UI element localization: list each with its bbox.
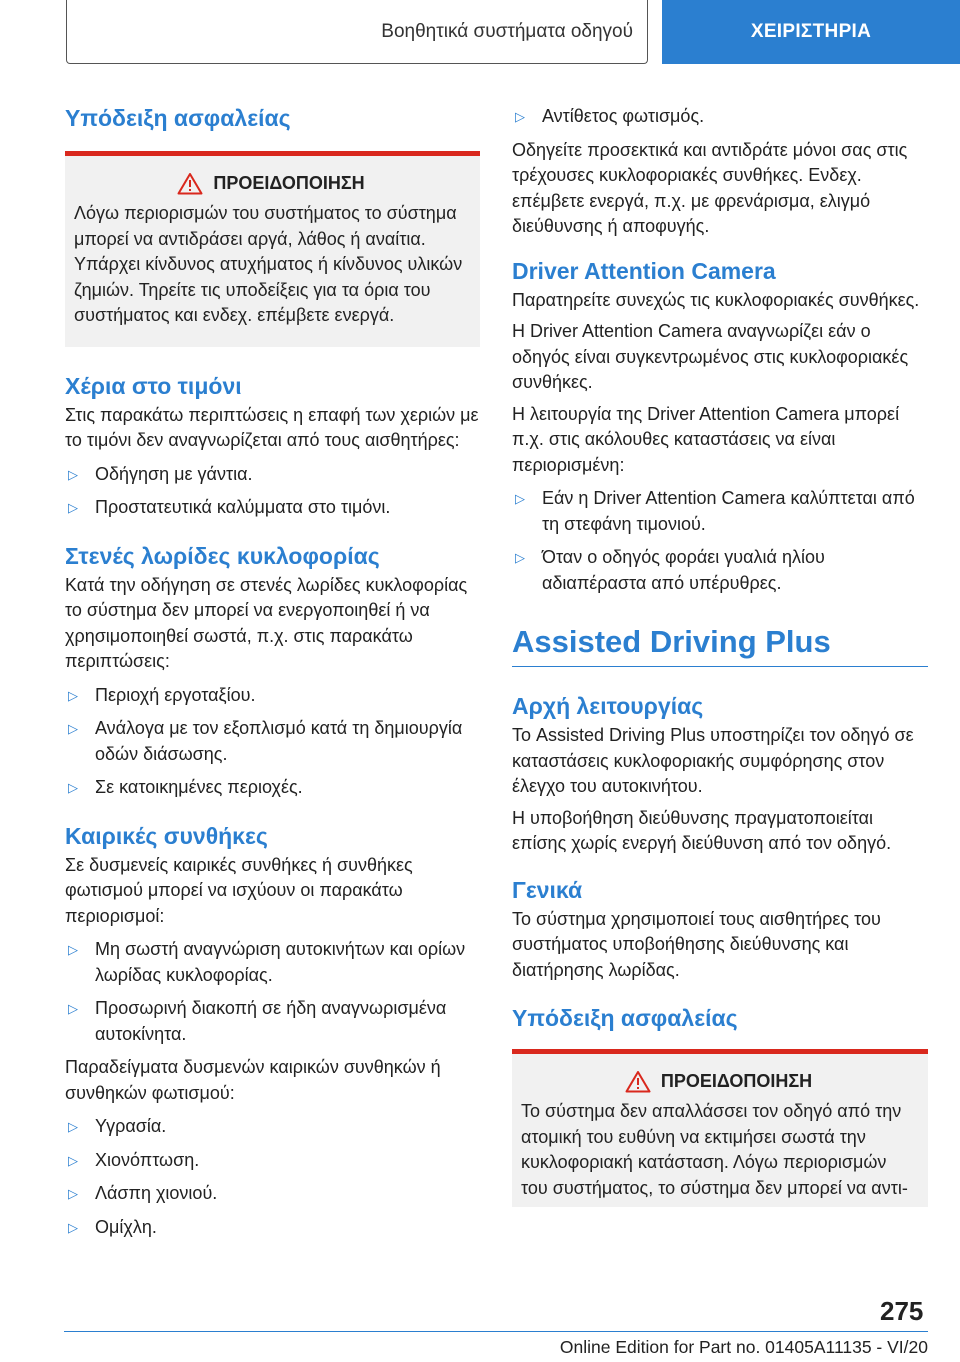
triangle-bullet-icon: ▷ [515, 491, 525, 506]
triangle-bullet-icon: ▷ [515, 109, 525, 124]
warning-box-right [512, 1049, 928, 1207]
general-text: Το σύστημα χρησιμοποιεί τους αισθητήρες του συστήματος υποβοήθησης διεύθυνσης και διατήρησης λωρίδας. [512, 908, 881, 980]
weather-text: Σε δυσμενείς καιρικές συνθήκες ή συνθήκες φωτισμού μπορεί να ισχύουν οι παρακάτω περιορισμοί: [65, 854, 413, 926]
general-heading: Γενικά [512, 876, 583, 903]
list-item: ▷ Υγρασία. [65, 1114, 480, 1140]
triangle-bullet-icon: ▷ [68, 1219, 78, 1235]
right-column [512, 96, 928, 1207]
triangle-bullet-icon: ▷ [68, 780, 78, 795]
warning-triangle-icon [177, 172, 203, 195]
hands-text: Στις παρακάτω περιπτώσεις η επαφή των χεριών με το τιμόνι δεν αναγνωρίζεται από τους αισθητήρες: [65, 404, 479, 450]
triangle-bullet-icon: ▷ [68, 500, 78, 515]
edition-text: Online Edition for Part no. 01405A11135 - VI/20 [559, 1337, 928, 1357]
heading-rule [512, 666, 928, 667]
page-number: 275 [880, 1296, 924, 1326]
list-item: ▷ Σε κατοικημένες περιοχές. [65, 775, 480, 801]
list-item: ▷ Αντίθετος φωτισμός. [512, 104, 928, 130]
principle-text-2: Η υποβοήθηση διεύθυνσης πραγματοποιείται επίσης χωρίς ενεργή διεύθυνση από τον οδηγό. [512, 807, 892, 853]
warning-text: Το σύστημα δεν απαλλάσσει τον οδηγό από την ατομική του ευθύνη να εκτιμήσει σωστά την κυκλοφοριακή κατάσταση. Λόγω περιορισμών του συστήματος, το σύστημα δεν μπορεί να αντι- [521, 1101, 908, 1198]
principle-heading: Αρχή λειτουργίας [512, 693, 704, 719]
hands-heading: Χέρια στο τιμόνι [65, 372, 242, 399]
camera-text-2: Η Driver Attention Camera αναγνωρίζει εάν ο οδηγός είναι συγκεντρωμένος στις κυκλοφοριακές συνθήκες. [512, 321, 909, 392]
warning-text: Λόγω περιορισμών του συστήματος το σύστημα μπορεί να αντιδράσει αργά, λάθος ή αναίτια. Υπάρχει κίνδυνος ατυχήματος ή κίνδυνος υλικών ζημιών. Τηρείτε τις υποδείξεις για τα όρια του συστήματος και ενδεχ. επέμβετε ενεργά. [74, 203, 463, 325]
list-item: ▷ Μη σωστή αναγνώριση αυτοκινήτων και ορίων λωρίδας κυκλοφορίας. [65, 937, 480, 988]
weather-list [65, 937, 480, 1047]
camera-heading: Driver Attention Camera [512, 257, 776, 284]
list-item: ▷ Όταν ο οδηγός φοράει γυαλιά ηλίου αδιαπέραστα από υπέρυθρες. [512, 545, 928, 596]
section-title: Βοηθητικά συστήματα οδηγού [381, 20, 633, 42]
list-item: ▷ Ανάλογα με τον εξοπλισμό κατά τη δημιουργία οδών διάσωσης. [65, 716, 480, 767]
warning-label: ΠΡΟΕΙΔΟΠΟΙΗΣΗ [213, 173, 365, 193]
warning-label: ΠΡΟΕΙΔΟΠΟΙΗΣΗ [660, 1071, 813, 1091]
warning-box-left [65, 151, 480, 347]
triangle-bullet-icon: ▷ [515, 550, 525, 565]
lanes-text: Κατά την οδήγηση σε στενές λωρίδες κυκλοφορίας το σύστημα δεν μπορεί να ενεργοποιηθεί ή να χρησιμοποιηθεί σωστά, π.χ. στις παρακάτω περιπτώσεις: [65, 574, 468, 671]
warning-triangle-icon [625, 1070, 651, 1093]
examples-text: Παραδείγματα δυσμενών καιρικών συνθηκών ή συνθηκών φωτισμού: [65, 1057, 441, 1103]
drive-carefully-text: Οδηγείτε προσεκτικά και αντιδράτε μόνοι σας στις τρέχουσες κυκλοφοριακές συνθήκες. Ενδεχ. επέμβετε ενεργά, π.χ. με φρενάρισμα, ελιγμό διεύθυνσης ή αποφυγής. [512, 139, 908, 236]
list-item: ▷ Περιοχή εργοταξίου. [65, 683, 480, 709]
triangle-bullet-icon: ▷ [68, 1119, 78, 1134]
triangle-bullet-icon: ▷ [68, 1186, 78, 1201]
examples-list [65, 1114, 480, 1240]
list-item: ▷ Λάσπη χιονιού. [65, 1181, 480, 1207]
triangle-bullet-icon: ▷ [68, 721, 78, 736]
safety-heading-left: Υπόδειξη ασφαλείας [65, 105, 291, 131]
principle-text-1: Το Assisted Driving Plus υποστηρίζει τον οδηγό σε καταστάσεις κυκλοφοριακής συμφόρησης στον έλεγχο του αυτοκινήτου. [512, 725, 914, 796]
camera-list [512, 486, 928, 596]
hands-list [65, 462, 480, 521]
lanes-list [65, 683, 480, 801]
camera-text-1: Παρατηρείτε συνεχώς τις κυκλοφοριακές συνθήκες. [512, 289, 920, 310]
list-item: ▷ Ομίχλη. [65, 1215, 480, 1241]
triangle-bullet-icon: ▷ [68, 942, 78, 957]
safety-heading-right: Υπόδειξη ασφαλείας [512, 1005, 738, 1031]
left-column [65, 96, 480, 1240]
list-item: ▷ Χιονόπτωση. [65, 1148, 480, 1174]
chapter-tab [662, 0, 960, 64]
section-header [66, 0, 648, 64]
adp-heading: Assisted Driving Plus [512, 624, 831, 659]
chapter-title: ΧΕΙΡΙΣΤΗΡΙΑ [750, 21, 872, 42]
list-item: ▷ Προστατευτικά καλύμματα στο τιμόνι. [65, 495, 480, 521]
list-item: ▷ Εάν η Driver Attention Camera καλύπτεται από τη στεφάνη τιμονιού. [512, 486, 928, 537]
footer-rule [64, 1331, 928, 1332]
warning-header [74, 172, 468, 195]
list-item: ▷ Οδήγηση με γάντια. [65, 462, 480, 488]
lanes-heading: Στενές λωρίδες κυκλοφορίας [65, 542, 380, 569]
list-item: ▷ Προσωρινή διακοπή σε ήδη αναγνωρισμένα αυτοκίνητα. [65, 996, 480, 1047]
warning-header [521, 1070, 916, 1093]
lighting-list [512, 104, 928, 130]
weather-heading: Καιρικές συνθήκες [65, 822, 268, 849]
triangle-bullet-icon: ▷ [68, 466, 78, 482]
triangle-bullet-icon: ▷ [68, 1152, 78, 1168]
triangle-bullet-icon: ▷ [68, 1001, 78, 1016]
triangle-bullet-icon: ▷ [68, 687, 78, 703]
camera-text-3: Η λειτουργία της Driver Attention Camera μπορεί π.χ. στις ακόλουθες καταστάσεις να είναι περιορισμένη: [512, 403, 900, 475]
